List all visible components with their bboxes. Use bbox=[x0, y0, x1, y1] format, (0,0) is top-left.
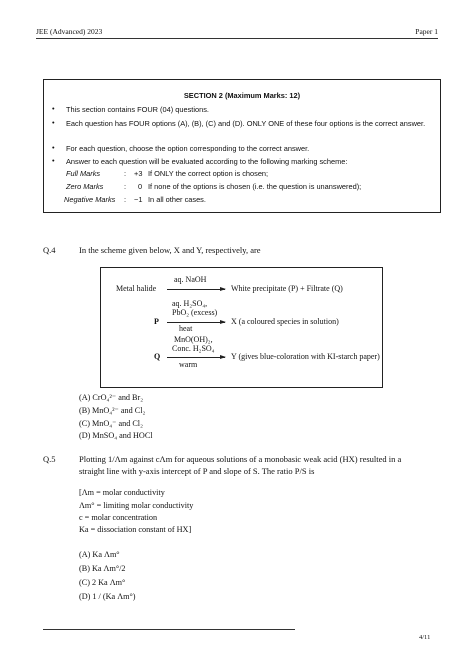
full-marks-desc: If ONLY the correct option is chosen; bbox=[148, 169, 269, 178]
scheme-reagent-naoh: aq. NaOH bbox=[174, 275, 207, 284]
header-exam-title: JEE (Advanced) 2023 bbox=[36, 27, 103, 36]
arrow-icon bbox=[167, 357, 225, 358]
section-title: SECTION 2 (Maximum Marks: 12) bbox=[183, 91, 301, 100]
q5-text-line1: Plotting 1/Λm against cΛm for aqueous solutions of a monobasic weak acid (HX) resulted in a bbox=[79, 454, 402, 464]
bullet-dot: • bbox=[52, 104, 55, 113]
full-marks-value: +3 bbox=[134, 169, 143, 178]
scheme-reagent-mnooh2: MnO(OH)₂, bbox=[174, 335, 213, 344]
section-instructions-box bbox=[43, 79, 441, 213]
scheme-reagent-conc-h2so4: Conc. H₂SO₄ bbox=[172, 344, 215, 353]
header-divider bbox=[36, 38, 438, 39]
scheme-q: Q bbox=[154, 352, 161, 361]
q4-option-a[interactable]: (A) CrO₄²⁻ and Br₂ bbox=[79, 393, 144, 402]
arrow-icon bbox=[167, 289, 225, 290]
bullet-dot: • bbox=[52, 156, 55, 165]
zero-marks-sep: : bbox=[124, 182, 127, 191]
header-paper-label: Paper 1 bbox=[415, 27, 438, 36]
q4-option-d[interactable]: (D) MnSO₄ and HOCl bbox=[79, 431, 153, 440]
scheme-metal-halide: Metal halide bbox=[116, 284, 157, 293]
q5-def-molar-conductivity: [Λm = molar conductivity bbox=[79, 488, 165, 497]
q5-number: Q.5 bbox=[43, 454, 56, 464]
bullet-1: This section contains FOUR (04) questions. bbox=[66, 105, 209, 114]
negative-marks-desc: In all other cases. bbox=[148, 195, 206, 204]
q5-option-a[interactable]: (A) Ka Λm° bbox=[79, 550, 120, 559]
full-marks-sep: : bbox=[124, 169, 127, 178]
zero-marks-value: 0 bbox=[138, 182, 143, 191]
q5-option-b[interactable]: (B) Ka Λm°/2 bbox=[79, 564, 126, 573]
bullet-3: For each question, choose the option corresponding to the correct answer. bbox=[66, 144, 310, 153]
scheme-product-y: Y (gives blue-coloration with KI-starch paper) bbox=[231, 352, 380, 361]
negative-marks-label: Negative Marks bbox=[64, 195, 116, 204]
page-number: 4/11 bbox=[419, 634, 431, 641]
bullet-dot: • bbox=[52, 143, 55, 152]
q4-option-b[interactable]: (B) MnO₄²⁻ and Cl₂ bbox=[79, 406, 146, 415]
bullet-4: Answer to each question will be evaluated according to the following marking scheme: bbox=[66, 157, 348, 166]
scheme-reagent-h2so4: aq. H₂SO₄, bbox=[172, 299, 208, 308]
scheme-condition-warm: warm bbox=[179, 360, 198, 369]
scheme-reagent-pbo2: PbO₂ (excess) bbox=[172, 308, 218, 317]
negative-marks-value: −1 bbox=[134, 195, 143, 204]
full-marks-label: Full Marks bbox=[66, 169, 101, 178]
q5-option-c[interactable]: (C) 2 Ka Λm° bbox=[79, 578, 126, 587]
zero-marks-label: Zero Marks bbox=[66, 182, 104, 191]
q5-def-limiting-conductivity: Λm° = limiting molar conductivity bbox=[79, 501, 194, 510]
negative-marks-sep: : bbox=[124, 195, 127, 204]
footer-divider bbox=[43, 629, 295, 630]
reaction-scheme-box bbox=[100, 267, 383, 388]
zero-marks-desc: If none of the options is chosen (i.e. the question is unanswered); bbox=[148, 182, 362, 191]
scheme-condition-heat: heat bbox=[179, 324, 193, 333]
scheme-product-p-q: White precipitate (P) + Filtrate (Q) bbox=[231, 284, 343, 293]
q5-def-ka: Ka = dissociation constant of HX] bbox=[79, 525, 192, 534]
bullet-dot: • bbox=[52, 118, 55, 127]
q5-option-d[interactable]: (D) 1 / (Ka Λm°) bbox=[79, 592, 136, 601]
bullet-2: Each question has FOUR options (A), (B), (C) and (D). ONLY ONE of these four options is the correct answer. bbox=[66, 119, 426, 128]
scheme-p: P bbox=[154, 317, 159, 326]
q5-text-line2: straight line with y-axis intercept of P and slope of S. The ratio P/S is bbox=[79, 466, 315, 476]
arrow-icon bbox=[167, 322, 225, 323]
q5-def-concentration: c = molar concentration bbox=[79, 513, 158, 522]
q4-text: In the scheme given below, X and Y, respectively, are bbox=[79, 245, 261, 255]
q4-option-c[interactable]: (C) MnO₄⁻ and Cl₂ bbox=[79, 419, 143, 428]
scheme-product-x: X (a coloured species in solution) bbox=[231, 317, 339, 326]
q4-number: Q.4 bbox=[43, 245, 56, 255]
